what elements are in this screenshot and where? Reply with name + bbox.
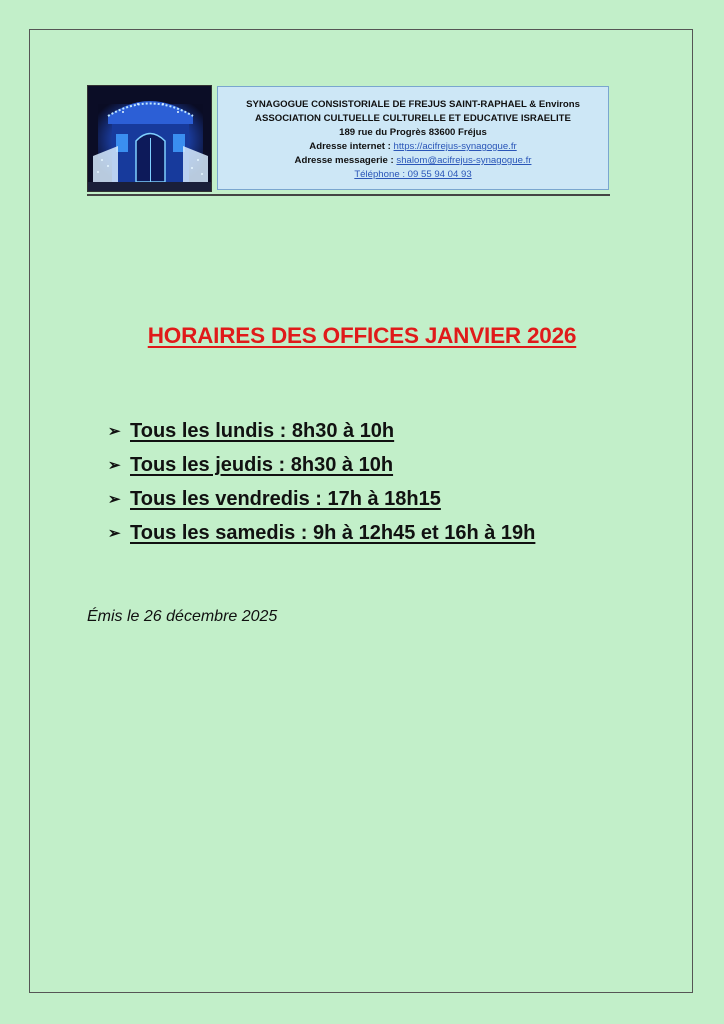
header-email-row [218, 154, 608, 168]
list-item [108, 484, 535, 518]
header-address: 189 rue du Progrès 83600 Fréjus [339, 127, 487, 138]
website-label: Adresse internet : [309, 141, 391, 152]
list-item [108, 518, 535, 552]
header-website-row [218, 140, 608, 154]
synagogue-photo [87, 85, 212, 192]
email-link[interactable]: shalom@acifrejus-synagogue.fr [396, 155, 532, 166]
website-link[interactable]: https://acifrejus-synagogue.fr [393, 141, 517, 152]
association-header [217, 86, 609, 190]
arrow-bullet-icon: ➢ [108, 423, 121, 440]
schedule-text: Tous les lundis : 8h30 à 10h [130, 420, 395, 442]
issued-date: Émis le 26 décembre 2025 [87, 608, 278, 625]
list-item [108, 416, 535, 450]
phone-link[interactable]: Téléphone : 09 55 94 04 93 [354, 169, 472, 180]
arrow-bullet-icon: ➢ [108, 525, 121, 542]
header-line-2: ASSOCIATION CULTUELLE CULTURELLE ET EDUCATIVE ISRAELITE [255, 113, 571, 124]
list-item [108, 450, 535, 484]
header-line-1: SYNAGOGUE CONSISTORIALE DE FREJUS SAINT-RAPHAEL & Environs [246, 99, 580, 110]
schedule-text: Tous les vendredis : 17h à 18h15 [130, 488, 441, 510]
header-divider [87, 194, 610, 196]
arrow-bullet-icon: ➢ [108, 491, 121, 508]
arrow-bullet-icon: ➢ [108, 457, 121, 474]
schedule-text: Tous les jeudis : 8h30 à 10h [130, 454, 394, 476]
schedule-list [108, 416, 535, 552]
synagogue-facade-icon [88, 86, 212, 192]
page-title: HORAIRES DES OFFICES JANVIER 2026 [147, 323, 577, 348]
email-label: Adresse messagerie : [294, 155, 394, 166]
schedule-text: Tous les samedis : 9h à 12h45 et 16h à 19h [130, 522, 536, 544]
